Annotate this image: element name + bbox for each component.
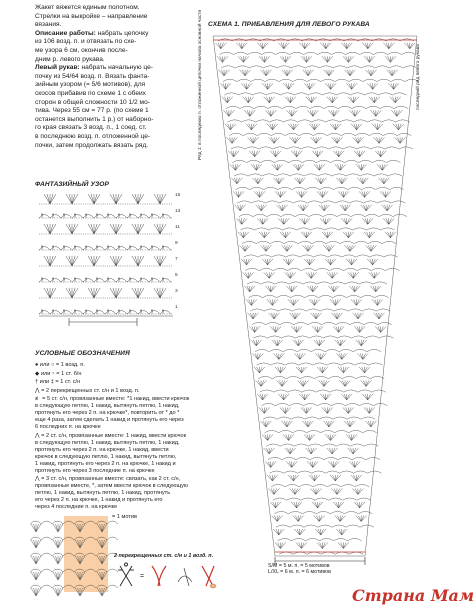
pattern-row-number: 3 <box>175 289 178 294</box>
legend-item: ◆ или ⁃ = 1 ст. б/н <box>35 370 82 377</box>
scheme-left-note: Ряд 1: в последнюю п. отложенной цепочки начала основной части <box>198 9 203 160</box>
intro-line: Жакет вяжется единым полотном. <box>35 4 140 11</box>
legend-item: ⋀ = 2 ст. с/н, провязанные вместе: 1 накид, ввести крючок <box>35 432 187 439</box>
legend-item: в следующую петлю, 1 накид, вытянуть петлю, 1 накид, <box>35 403 180 409</box>
pattern-row-number: 1 <box>175 305 178 310</box>
logo-text: Страна Мам <box>352 586 474 605</box>
pattern-row-number: 15 <box>175 193 181 198</box>
legend-item: 6 последних п. на крючке <box>35 424 101 430</box>
legend-item: его через 2 п. на крючке, 1 накид и протянуть его <box>35 497 163 503</box>
legend-item: крючок в следующую петлю, 1 накид, вытянуть петлю, <box>35 453 177 460</box>
repeat-bracket <box>69 318 137 326</box>
scheme-chart <box>195 28 445 576</box>
legend-item: через 4 последние п. на крючке <box>35 504 118 510</box>
pattern-row-number: 5 <box>175 273 178 278</box>
intro-text: Жакет вяжется единым полотном. Стрелки на выкройке – направление вязания. Описание работы: набрать цепочку из 106 возд. п. и отвязать по схе- ме узора 6 см, окончив после- дним р. левого рукава. Левый рукав: набрать начальную це- почку из 54/64 возд. п. Вязать фанта- зийным узором (= 5/6 мотивов), для скосов прибавив по схеме 1 с обеих сторон в общей сложности 10 1/2 мо- тива. Через 55 см = 77 р. (по схеме 1 останется выполнить 1 р.) от наборно- го края связать 3 возд. п., 1 соед. ст. в последнюю возд. п. отложенной це- почки, затем продолжать вязать ряд. <box>35 4 175 150</box>
legend-item: провязанные вместе, *, затем ввести крючок в следующую <box>35 483 189 489</box>
work-title: Описание работы: <box>35 29 96 37</box>
legend-item: 1 накид, протянуть его через 2 п. на крючке, 1 накид и <box>35 460 176 467</box>
legend-item: петлю, 1 накид, вытянуть петлю, 1 накид, протянуть <box>35 490 171 496</box>
legend-item: † или ‡ = 1 ст. с/н <box>35 379 81 385</box>
pattern-row-number: 9 <box>175 241 178 246</box>
legend-item: протянуть его через 3 последние п. на крючке <box>35 467 155 474</box>
motif-sample <box>26 510 116 595</box>
pattern-row-number: 11 <box>175 225 180 230</box>
pattern-row-number: 13 <box>175 209 181 214</box>
intro-line: вязания. <box>35 21 62 29</box>
svg-text:=: = <box>140 573 145 580</box>
sleeve-description: Левый рукав: набрать начальную це- <box>35 64 153 72</box>
legend-item: ● или ○ = 1 возд. п. <box>35 362 85 368</box>
work-description: Описание работы: набрать цепочку <box>35 29 149 37</box>
site-logo[interactable] <box>352 586 474 605</box>
intro-line: Стрелки на выкройке – направление <box>35 12 148 20</box>
scheme-bottom-note: S/M = 5 м. п. = 5 мотивов L/XL = 6 м. п. = 6 мотивов <box>268 563 331 576</box>
crossed-title: 2 перекрещенных ст. с/н и 1 возд. п. <box>114 553 214 559</box>
sleeve-title: Левый рукав: <box>35 64 80 72</box>
legend-title: УСЛОВНЫЕ ОБОЗНАЧЕНИЯ <box>35 350 130 357</box>
scheme-title: СХЕМА 1. ПРИБАВЛЕНИЯ ДЛЯ ЛЕВОГО РУКАВА <box>208 21 370 28</box>
motif-label: = 1 мотив <box>112 514 137 520</box>
scheme-right-note: последний ряд левого рукава <box>416 44 421 110</box>
legend-item: ⋀ = 2 перекрещенных ст. с/н и 1 возд. п. <box>35 387 140 394</box>
legend-item: протянуть его через 2 п. на крючке*, повторить от * до * <box>35 410 180 416</box>
legend-item: протянуть его через 2 п. на крючке, 1 накид, ввести <box>35 446 169 453</box>
pattern-chart <box>33 190 183 330</box>
pattern-row-number: 7 <box>175 257 178 262</box>
legend-item: еще 4 раза, затем сделать 1 накид и протянуть его через <box>35 417 184 423</box>
legend-item: в следующую петлю, 1 накид, вытянуть петлю, 1 накид, <box>35 439 180 446</box>
legend-item: ≢ = 5 ст. с/н, провязанные вместе: *1 накид, ввести крючок <box>35 396 190 402</box>
legend-item: ⋀ = 3 ст. с/н, провязанные вместе: связать, как 2 ст. с/н, <box>35 476 181 482</box>
pattern-title: ФАНТАЗИЙНЫЙ УЗОР <box>35 181 109 188</box>
